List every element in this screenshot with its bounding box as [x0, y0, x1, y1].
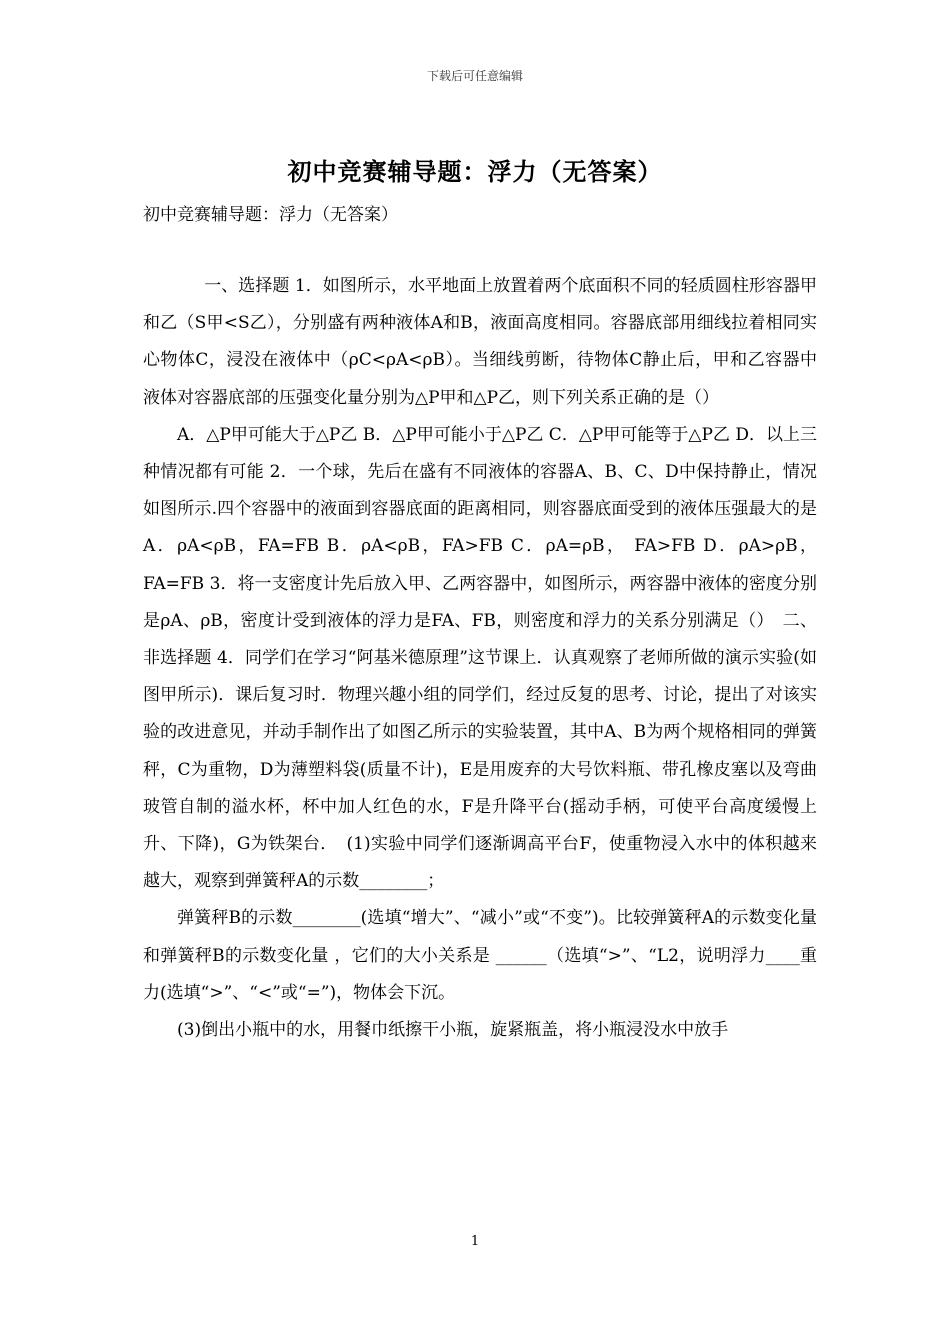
paragraph-question-1: 一、选择题 1．如图所示，水平地面上放置着两个底面积不同的轻质圆柱形容器甲和乙（S甲<S乙），分别盛有两种液体A和B，液面高度相同。容器底部用细线拉着相同实心物体C，浸没在液体中（ρC<ρA<ρB）。当细线剪断，待物体C静止后，甲和乙容器中液体对容器底部的压强变化量分别为△P甲和△P乙，则下列关系正确的是（） [143, 276, 817, 408]
paragraph-step-3: (3)倒出小瓶中的水，用餐巾纸擦干小瓶，旋紧瓶盖，将小瓶浸没水中放手 [177, 1020, 729, 1041]
document-title: 初中竞赛辅导题：浮力（无答案） [287, 157, 663, 186]
page-header: 下载后可任意编辑 [426, 69, 523, 83]
document-subtitle: 初中竞赛辅导题：浮力（无答案） [143, 205, 398, 225]
paragraph-options-and-questions: A．△P甲可能大于△P乙 B．△P甲可能小于△P乙 C．△P甲可能等于△P乙 D．以上三种情况都有可能 2．一个球，先后在盛有不同液体的容器A、B、C、D中保持静止，情况如图所示.四个容器中的液面到容器底面的距离相同，则容器底面受到的液体压强最大的是 A．ρA<ρB，FA=FB B．ρA<ρB，FA>FB C．ρA=ρB， FA>FB D．ρA>ρB， FA=FB 3．将一支密度计先后放入甲、乙两容器中，如图所示，两容器中液体的密度分别是ρA、ρB，密度计受到液体的浮力是FA、FB，则密度和浮力的关系分别满足（） 二、非选择题 4．同学们在学习“阿基米德原理”这节课上．认真观察了老师所做的演示实验(如图甲所示)．课后复习时．物理兴趣小组的同学们，经过反复的思考、讨论，提出了对该实验的改进意见，并动手制作出了如图乙所示的实验装置，其中A、B为两个规格相同的弹簧秤，C为重物，D为薄塑料袋(质量不计)，E是用废弃的大号饮料瓶、带孔橡皮塞以及弯曲玻管自制的溢水杯，杯中加人红色的水，F是升降平台(摇动手柄，可使平台高度缓慢上升、下降)，G为铁架台． (1)实验中同学们逐渐调高平台F，使重物浸入水中的体积越来越大，观察到弹簧秤A的示数________； [143, 424, 834, 892]
paragraph-spring-scale-b: 弹簧秤B的示数________(选填“增大”、“减小”或“不变”)。比较弹簧秤A的示数变化量和弹簧秤B的示数变化量 ，它们的大小关系是 ______（选填“>”、“L2，说明浮力____重力(选填“>”、“<”或“=”)，物体会下沉。 [143, 908, 817, 1003]
document-body [143, 268, 834, 1049]
page-number: 1 [470, 1234, 480, 1249]
